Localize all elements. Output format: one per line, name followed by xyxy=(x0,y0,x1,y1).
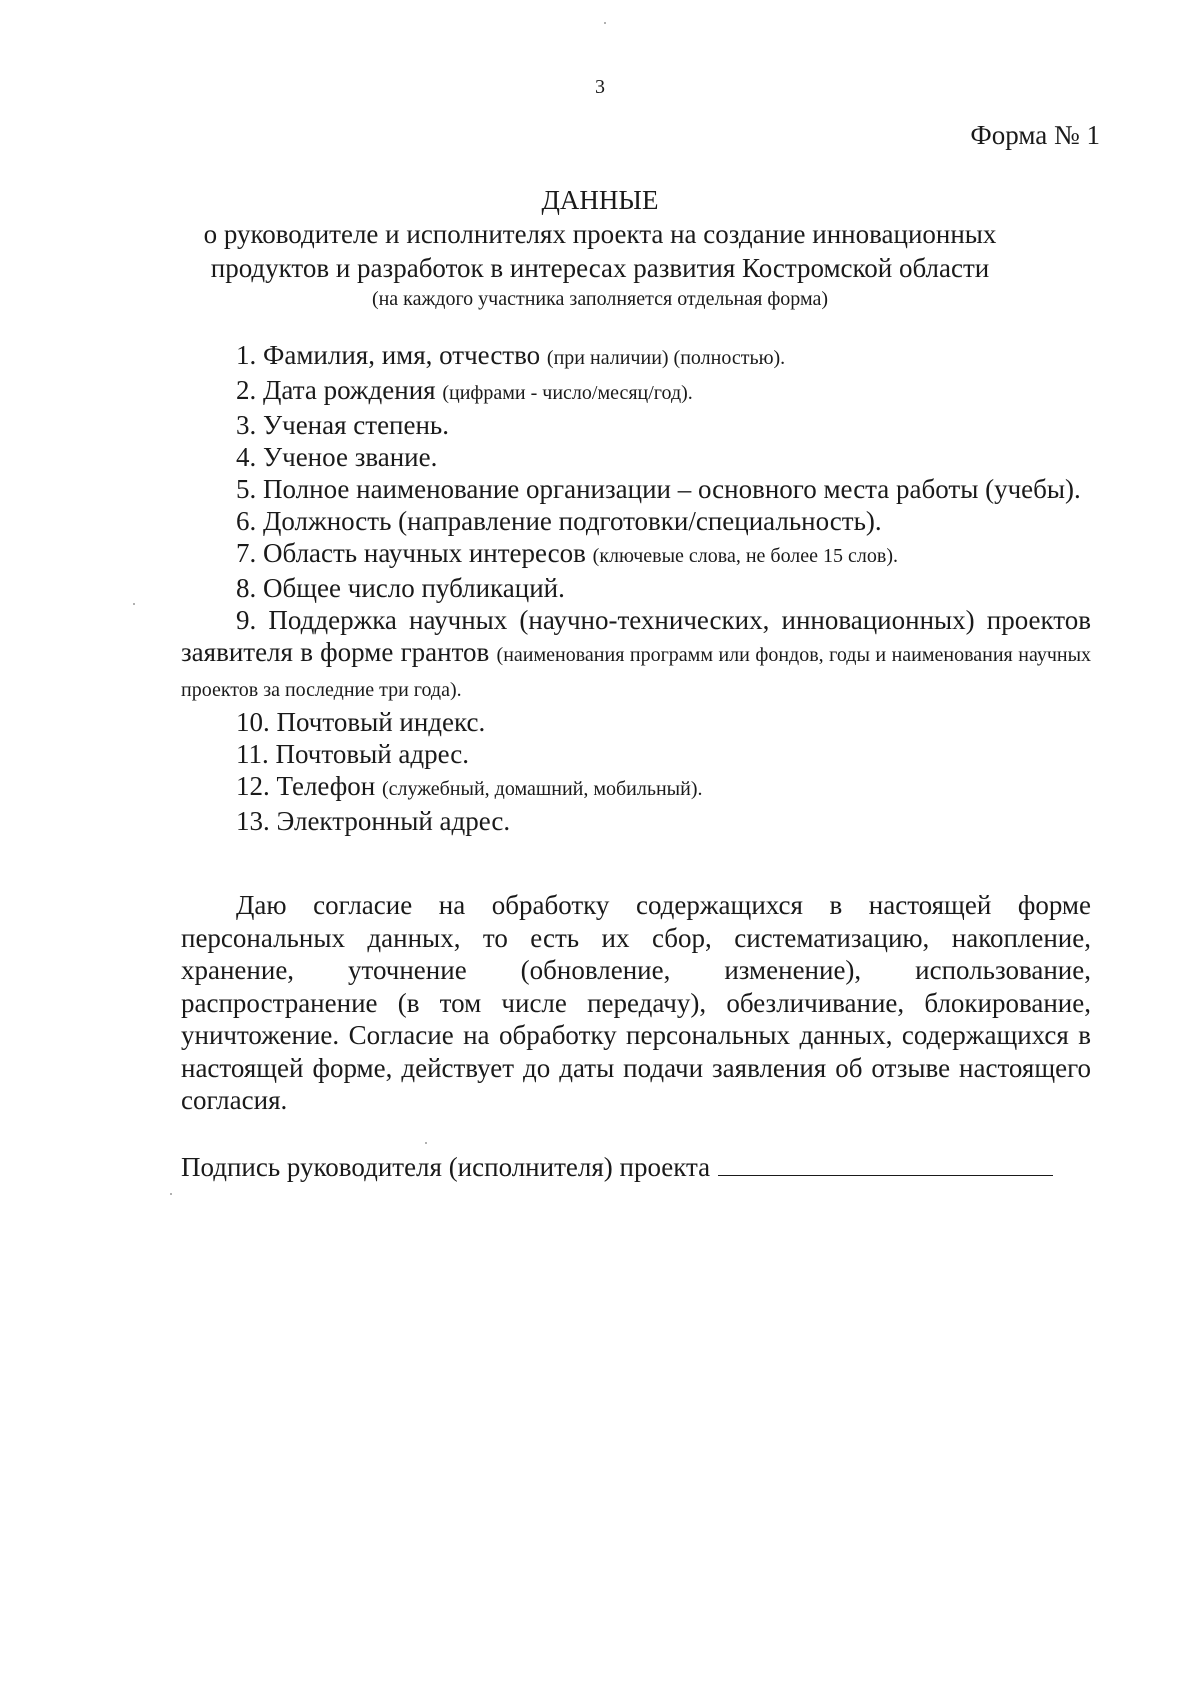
field-item xyxy=(181,537,1091,572)
scan-speck xyxy=(170,1193,172,1195)
field-note: (наименования программ или фондов, годы и наименования научных проектов за последние три года). xyxy=(181,644,1092,701)
field-item xyxy=(181,572,1091,604)
field-item xyxy=(181,604,1091,706)
field-label: 5. Полное наименование организации – основного места работы (учебы). xyxy=(236,474,1081,504)
field-label: 2. Дата рождения xyxy=(236,375,436,405)
field-label: 12. Телефон xyxy=(236,771,376,801)
scan-speck xyxy=(604,22,606,24)
field-note: (ключевые слова, не более 15 слов). xyxy=(592,545,899,567)
scan-speck xyxy=(425,1142,427,1144)
field-item xyxy=(181,339,1091,374)
field-label: 13. Электронный адрес. xyxy=(236,806,511,836)
field-label: 4. Ученое звание. xyxy=(236,442,438,472)
field-item xyxy=(181,770,1091,805)
field-note: (цифрами - число/месяц/год). xyxy=(442,382,693,404)
scan-speck xyxy=(133,603,135,605)
field-item xyxy=(181,441,1091,473)
form-number: Форма № 1 xyxy=(970,120,1100,150)
document-note: (на каждого участника заполняется отдельная форма) xyxy=(371,288,829,310)
consent-paragraph: Даю согласие на обработку содержащихся в настоящей форме персональных данных, то есть их сбор, систематизацию, накопление, хранение, уточнение (обновление, изменение), использование, распространение (в том числе передачу), обезличивание, блокирование, уничтожение. Согласие на обработку персональных данных, содержащихся в настоящей форме, действует до даты подачи заявления об отзыве настоящего согласия. xyxy=(181,890,1091,1115)
title-block xyxy=(150,183,1050,313)
field-note: (при наличии) (полностью). xyxy=(546,347,786,369)
signature-line xyxy=(718,1151,1053,1176)
field-label: 11. Почтовый адрес. xyxy=(236,739,470,769)
field-label: 6. Должность (направление подготовки/специальность). xyxy=(236,506,882,536)
field-label: 1. Фамилия, имя, отчество xyxy=(236,340,541,370)
field-label: 10. Почтовый индекс. xyxy=(236,707,486,737)
field-list xyxy=(181,339,1091,837)
field-label: 7. Область научных интересов xyxy=(236,538,586,568)
field-label: 9. Поддержка научных (научно-технических, инновационных) проектов заявителя в форме грантов xyxy=(181,605,1091,667)
document-subtitle-line2: продуктов и разработок в интересах развития Костромской области xyxy=(210,253,990,283)
field-item xyxy=(181,738,1091,770)
document-title: ДАННЫЕ xyxy=(541,185,659,215)
document-subtitle-line1: о руководителе и исполнителях проекта на создание инновационных xyxy=(203,219,997,249)
signature-block xyxy=(181,1151,1091,1183)
signature-label: Подпись руководителя (исполнителя) проекта xyxy=(181,1152,711,1182)
field-note: (служебный, домашний, мобильный). xyxy=(381,778,703,800)
field-label: 8. Общее число публикаций. xyxy=(236,573,565,603)
field-item xyxy=(181,805,1091,837)
field-label: 3. Ученая степень. xyxy=(236,410,449,440)
field-item xyxy=(181,706,1091,738)
page-number: 3 xyxy=(595,76,605,98)
field-item xyxy=(181,409,1091,441)
field-item xyxy=(181,374,1091,409)
field-item xyxy=(181,473,1091,505)
field-item xyxy=(181,505,1091,537)
